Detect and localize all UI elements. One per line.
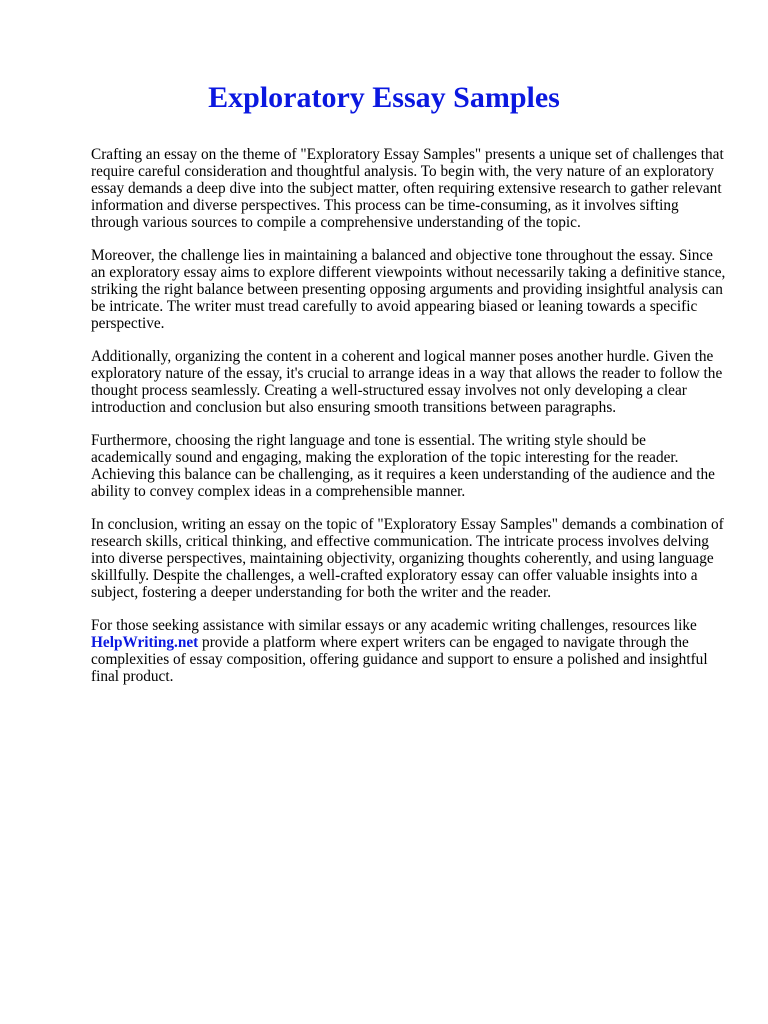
paragraph-6-intro: For those seeking assistance with similar essays or any academic writing challenges, resources like bbox=[91, 617, 697, 634]
paragraph-1: Crafting an essay on the theme of "Exploratory Essay Samples" presents a unique set of challenges that require careful consideration and thoughtful analysis. To begin with, the very nature of an exploratory essay demands a deep dive into the subject matter, often requiring extensive research to gather relevant information and diverse perspectives. This process can be time-consuming, as it involves sifting through various sources to compile a comprehensive understanding of the topic. bbox=[91, 146, 724, 231]
paragraph-6 bbox=[91, 617, 727, 685]
paragraph-3: Additionally, organizing the content in a coherent and logical manner poses another hurdle. Given the exploratory nature of the essay, it's crucial to arrange ideas in a way that allows the reader to follow the thought process seamlessly. Creating a well-structured essay involves not only developing a clear introduction and conclusion but also ensuring smooth transitions between paragraphs. bbox=[91, 348, 723, 416]
document-body bbox=[91, 146, 727, 701]
paragraph-6-rest: provide a platform where expert writers can be engaged to navigate through the complexities of essay composition, offering guidance and support to ensure a polished and insightful final product. bbox=[91, 634, 708, 685]
helpwriting-link[interactable]: HelpWriting.net bbox=[91, 634, 199, 651]
paragraph-5: In conclusion, writing an essay on the topic of "Exploratory Essay Samples" demands a combination of research skills, critical thinking, and effective communication. The intricate process involves delving into diverse perspectives, maintaining objectivity, organizing thoughts coherently, and using language skillfully. Despite the challenges, a well-crafted exploratory essay can offer valuable insights into a subject, fostering a deeper understanding for both the writer and the reader. bbox=[91, 516, 724, 601]
document-title: Exploratory Essay Samples bbox=[208, 81, 560, 114]
paragraph-4: Furthermore, choosing the right language and tone is essential. The writing style should be academically sound and engaging, making the exploration of the topic interesting for the reader. Achieving this balance can be challenging, as it requires a keen understanding of the audience and the ability to convey complex ideas in a comprehensible manner. bbox=[91, 432, 715, 500]
paragraph-2: Moreover, the challenge lies in maintaining a balanced and objective tone throughout the essay. Since an exploratory essay aims to explore different viewpoints without necessarily taking a definitive stance, striking the right balance between presenting opposing arguments and providing insightful analysis can be intricate. The writer must tread carefully to avoid appearing biased or leaning towards a specific perspective. bbox=[91, 247, 726, 332]
